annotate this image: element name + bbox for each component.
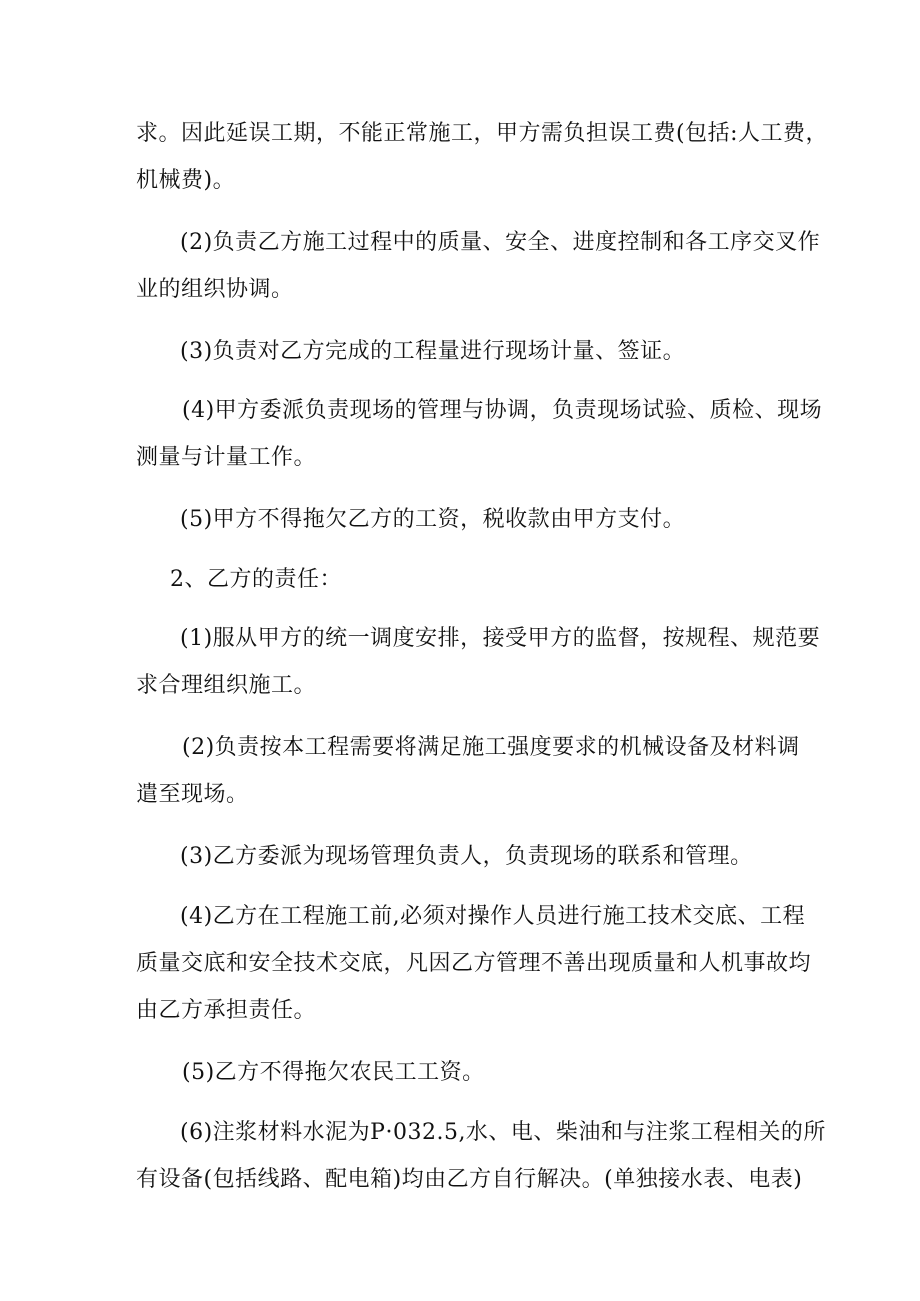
text-line: (4)乙方在工程施工前,必须对操作人员进行施工技术交底、工程 bbox=[180, 904, 806, 929]
text-line: (5)乙方不得拖欠农民工工资。 bbox=[182, 1060, 485, 1085]
text-line: 求。因此延误工期，不能正常施工，甲方需负担误工费(包括:人工费， bbox=[136, 121, 828, 146]
text-line: (2)负责按本工程需要将满足施工强度要求的机械设备及材料调 bbox=[182, 735, 800, 760]
text-line: 业的组织协调。 bbox=[136, 277, 294, 302]
text-line: 有设备(包括线路、配电箱)均由乙方自行解决。(单独接水表、电表) bbox=[136, 1167, 803, 1192]
text-line: 测量与计量工作。 bbox=[136, 445, 317, 470]
text-line: 质量交底和安全技术交底，凡因乙方管理不善出现质量和人机事故均 bbox=[136, 951, 812, 976]
text-line: (3)负责对乙方完成的工程量进行现场计量、签证。 bbox=[180, 339, 686, 364]
text-line: (2)负责乙方施工过程中的质量、安全、进度控制和各工序交叉作 bbox=[180, 230, 821, 255]
text-line: (6)注浆材料水泥为P·032.5,水、电、柴油和与注浆工程相关的所 bbox=[180, 1120, 826, 1145]
text-line: 由乙方承担责任。 bbox=[136, 998, 317, 1023]
section-heading: 2、乙方的责任： bbox=[170, 567, 342, 592]
text-line: (5)甲方不得拖欠乙方的工资，税收款由甲方支付。 bbox=[180, 507, 686, 532]
text-line: 机械费)。 bbox=[136, 168, 236, 193]
text-line: 遣至现场。 bbox=[136, 782, 249, 807]
text-line: (4)甲方委派负责现场的管理与协调，负责现场试验、质检、现场 bbox=[182, 398, 823, 423]
text-line: 求合理组织施工。 bbox=[136, 673, 317, 698]
text-line: (3)乙方委派为现场管理负责人，负责现场的联系和管理。 bbox=[180, 844, 753, 869]
text-line: (1)服从甲方的统一调度安排，接受甲方的监督，按规程、规范要 bbox=[180, 626, 821, 651]
